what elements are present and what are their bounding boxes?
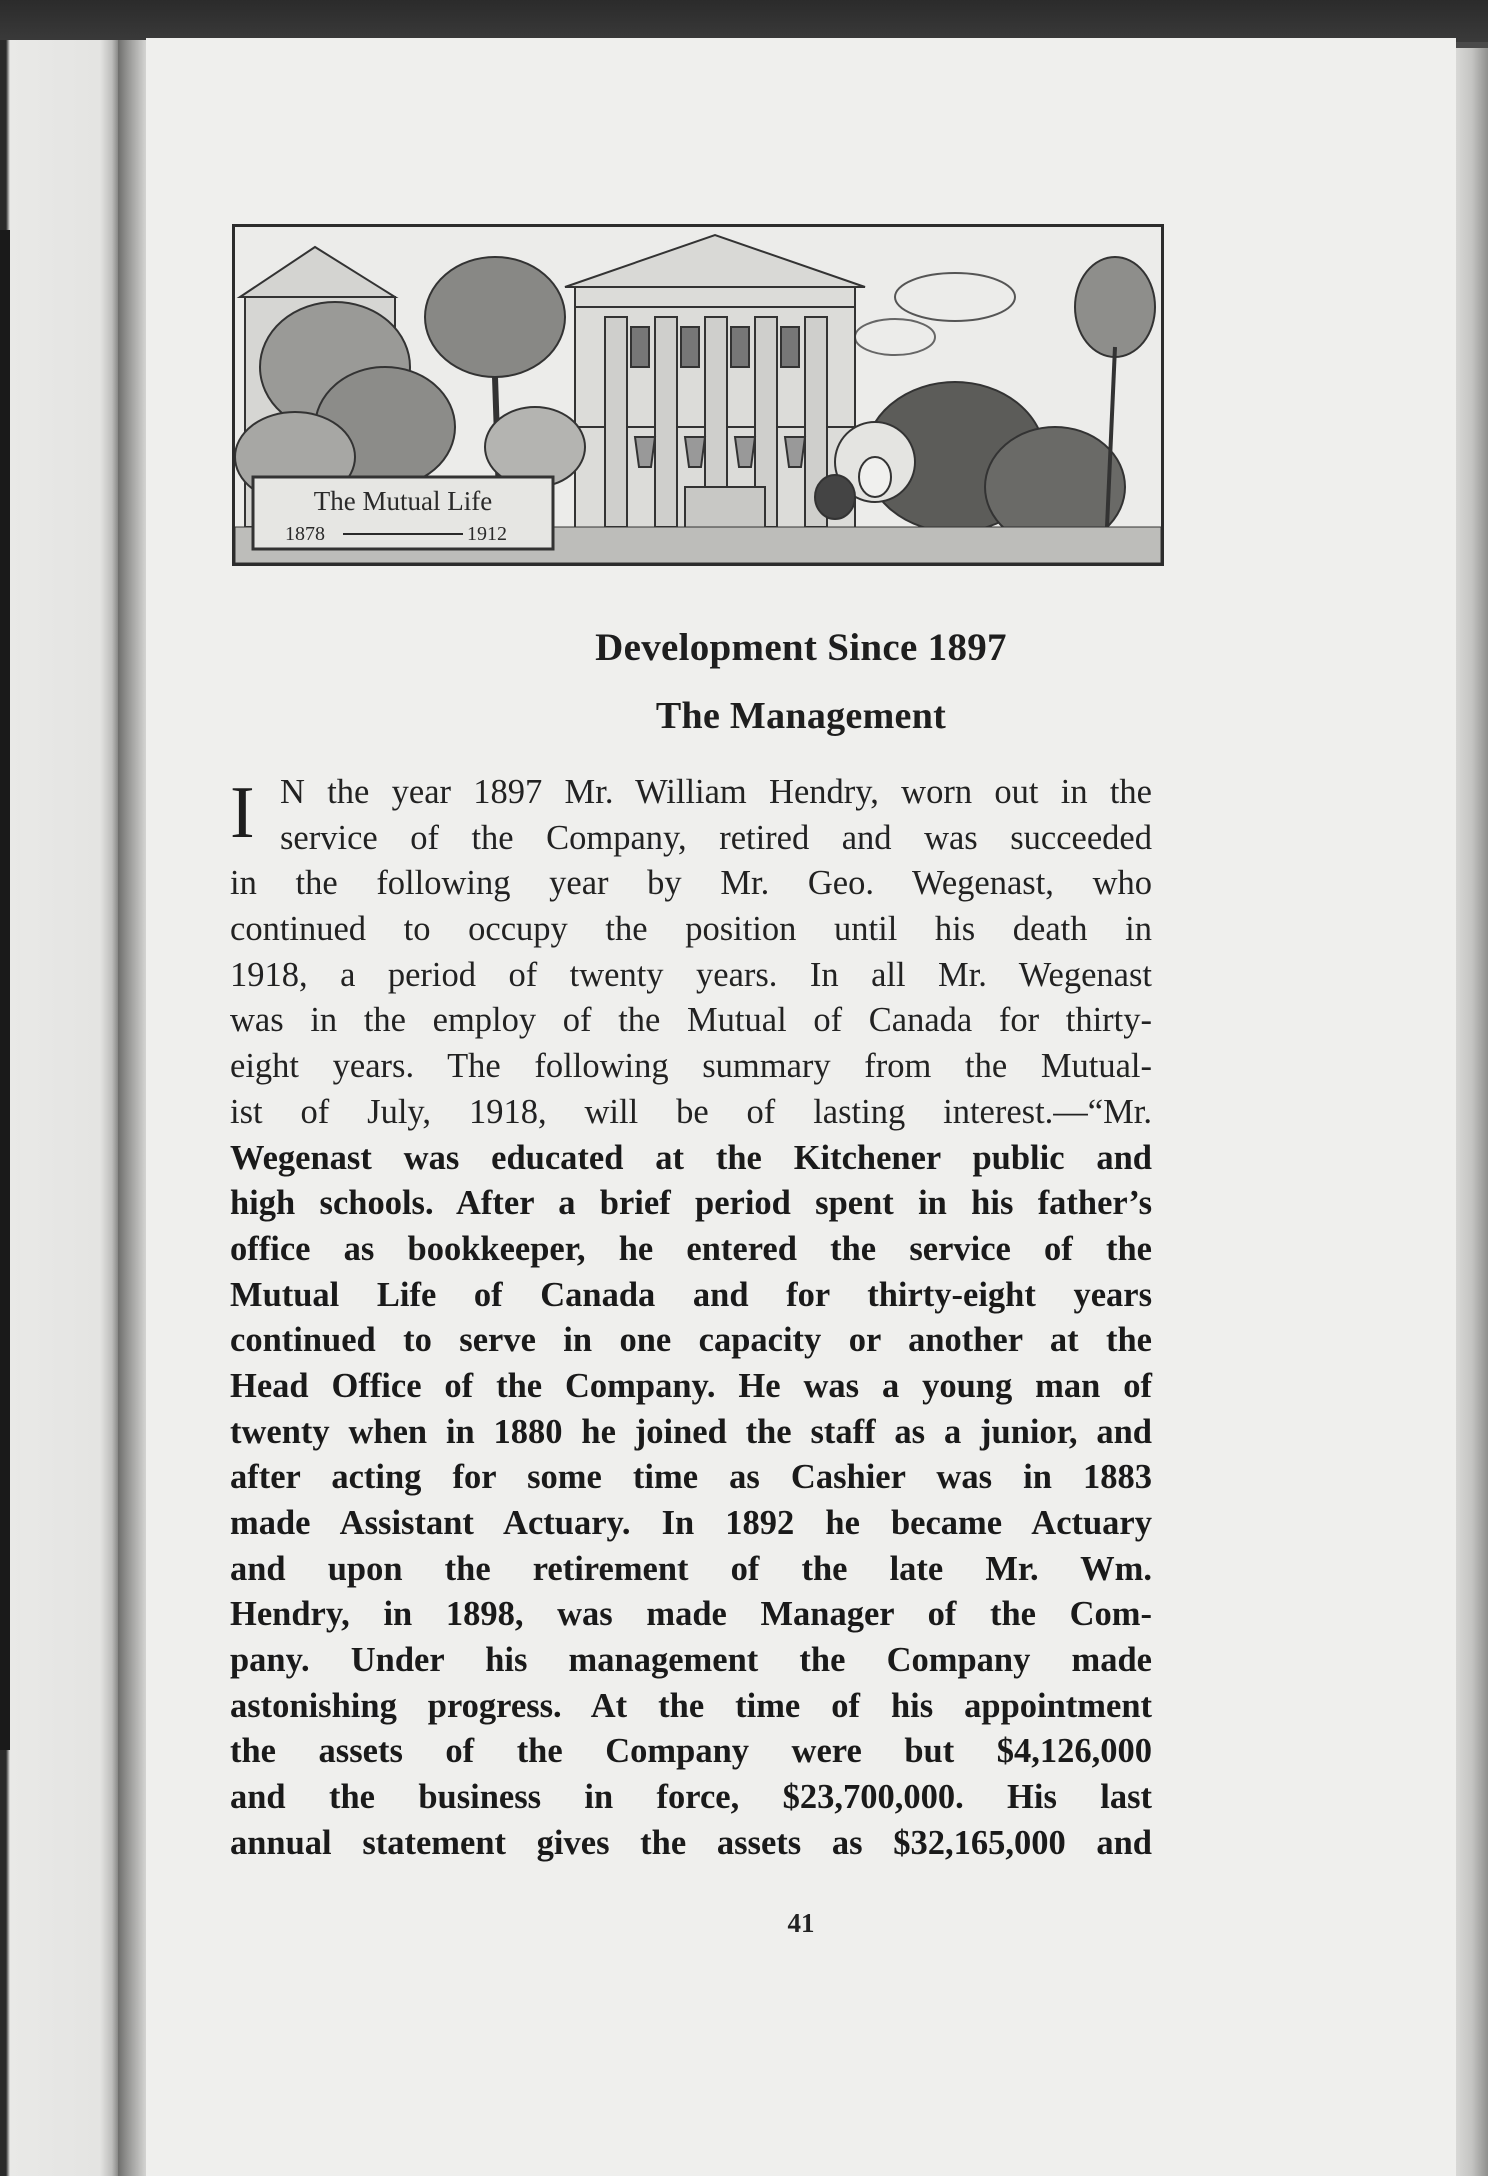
text-line: N the year 1897 Mr. William Hendry, worn out in the — [280, 773, 1152, 811]
text-line: Head Office of the Company. He was a young man of — [230, 1366, 1152, 1405]
book-gutter — [118, 40, 146, 2176]
text-line: the assets of the Company were but $4,126,000 — [230, 1732, 1152, 1771]
header-illustration — [232, 224, 1164, 566]
scan-border — [0, 230, 10, 1750]
text-line: service of the Company, retired and was succeeded — [280, 818, 1152, 857]
text-line: and the business in force, $23,700,000. His last — [230, 1778, 1152, 1817]
text-line: twenty when in 1880 he joined the staff as a junior, and — [230, 1412, 1152, 1451]
text-line: Hendry, in 1898, was made Manager of the Com- — [230, 1595, 1152, 1634]
text-line: made Assistant Actuary. In 1892 he became Actuary — [230, 1504, 1152, 1542]
text-line: annual statement gives the assets as $32,165,000 and — [230, 1823, 1152, 1862]
body-paragraph — [230, 770, 1152, 1867]
text-line: continued to serve in one capacity or another at the — [230, 1321, 1152, 1360]
page-number: 41 — [787, 1908, 815, 1938]
text-line: in the following year by Mr. Geo. Wegenast, who — [230, 864, 1152, 903]
text-line: was in the employ of the Mutual of Canada for thirty- — [230, 1001, 1152, 1040]
text-line: and upon the retirement of the late Mr. Wm. — [230, 1549, 1152, 1588]
text-line: high schools. After a brief period spent in his father’s — [230, 1184, 1152, 1223]
banner-year-end: 1912 — [467, 523, 507, 545]
illustration-banner — [253, 477, 553, 549]
text-line: office as bookkeeper, he entered the service of the — [230, 1229, 1152, 1268]
text-line: continued to occupy the position until his death in — [230, 910, 1152, 949]
text-line: Mutual Life of Canada and for thirty-eight years — [230, 1275, 1152, 1314]
section-subtitle: The Management — [655, 695, 947, 737]
text-line: astonishing progress. At the time of his appointment — [230, 1686, 1152, 1725]
text-line: 1918, a period of twenty years. In all Mr. Wegenast — [230, 955, 1152, 994]
drop-cap: I — [230, 772, 255, 854]
text-line: eight years. The following summary from the Mutual- — [230, 1047, 1152, 1086]
text-line: pany. Under his management the Company made — [230, 1641, 1152, 1680]
text-line: ist of July, 1918, will be of lasting interest.—“Mr. — [230, 1092, 1152, 1131]
scan-top-shadow — [0, 0, 1488, 42]
text-line: Wegenast was educated at the Kitchener public and — [230, 1138, 1152, 1177]
text-line: after acting for some time as Cashier was in 1883 — [230, 1458, 1152, 1497]
page-title: Development Since 1897 — [595, 626, 1007, 669]
facing-page-edge — [0, 40, 118, 2176]
page-stack-edge — [1456, 48, 1488, 2176]
banner-title: The Mutual Life — [313, 486, 493, 516]
banner-year-start: 1878 — [285, 523, 325, 545]
